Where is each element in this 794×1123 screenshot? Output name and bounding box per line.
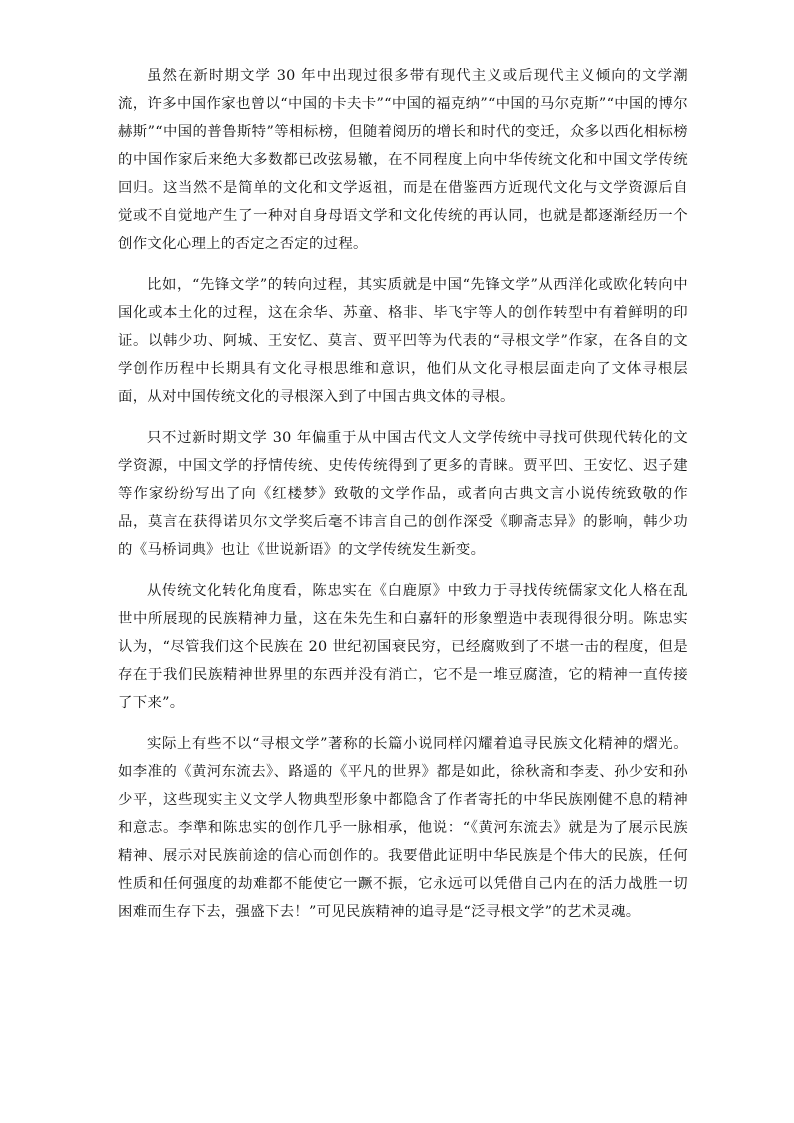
paragraph-1: 虽然在新时期文学 30 年中出现过很多带有现代主义或后现代主义倾向的文学潮流，许多中国作家也曾以“中国的卡夫卡”“中国的福克纳”“中国的马尔克斯”“中国的博尔赫斯”“中国的普鲁斯特”等相标榜，但随着阅历的增长和时代的变迁，众多以西化相标榜的中国作家后来绝大多数都已改弦易辙，在不同程度上向中华传统文化和中国文学传统回归。这当然不是简单的文化和文学返祖，而是在借鉴西方近现代文化与文学资源后自觉或不自觉地产生了一种对自身母语文学和文化传统的再认同，也就是都逐渐经历一个创作文化心理上的否定之否定的过程。 — [118, 68, 688, 252]
paragraph-5: 实际上有些不以“寻根文学”著称的长篇小说同样闪耀着追寻民族文化精神的熠光。如李准的《黄河东流去》、路遥的《平凡的世界》都是如此，徐秋斋和李麦、孙少安和孙少平，这些现实主义文学人物典型形象中都隐含了作者寄托的中华民族刚健不息的精神和意志。李準和陈忠实的创作几乎一脉相承，他说：“《黄河东流去》就是为了展示民族精神、展示对民族前途的信心而创作的。我要借此证明中华民族是个伟大的民族，任何性质和任何强度的劫难都不能使它一蹶不振，它永远可以凭借自己内在的活力战胜一切困难而生存下去，强盛下去！”可见民族精神的追寻是“泛寻根文学”的艺术灵魂。 — [118, 736, 688, 920]
paragraph-2: 比如，“先锋文学”的转向过程，其实质就是中国“先锋文学”从西洋化或欧化转向中国化或本土化的过程，这在余华、苏童、格非、毕飞宇等人的创作转型中有着鲜明的印证。以韩少功、阿城、王安忆、莫言、贾平凹等为代表的“寻根文学”作家，在各自的文学创作历程中长期具有文化寻根思维和意识，他们从文化寻根层面走向了文体寻根层面，从对中国传统文化的寻根深入到了中国古典文体的寻根。 — [118, 277, 688, 405]
document-body — [118, 62, 688, 939]
paragraph-3: 只不过新时期文学 30 年偏重于从中国古代文人文学传统中寻找可供现代转化的文学资源，中国文学的抒情传统、史传传统得到了更多的青睐。贾平凹、王安忆、迟子建等作家纷纷写出了向《红楼梦》致敬的文学作品，或者向古典文言小说传统致敬的作品，莫言在获得诺贝尔文学奖后毫不讳言自己的创作深受《聊斋志异》的影响，韩少功的《马桥词典》也让《世说新语》的文学传统发生新变。 — [118, 430, 688, 558]
paragraph-4: 从传统文化转化角度看，陈忠实在《白鹿原》中致力于寻找传统儒家文化人格在乱世中所展现的民族精神力量，这在朱先生和白嘉轩的形象塑造中表现得很分明。陈忠实认为，“尽管我们这个民族在 20 世纪初国衰民穷，已经腐败到了不堪一击的程度，但是存在于我们民族精神世界里的东西并没有消亡，它不是一堆豆腐渣，它的精神一直传接了下来”。 — [118, 583, 688, 711]
